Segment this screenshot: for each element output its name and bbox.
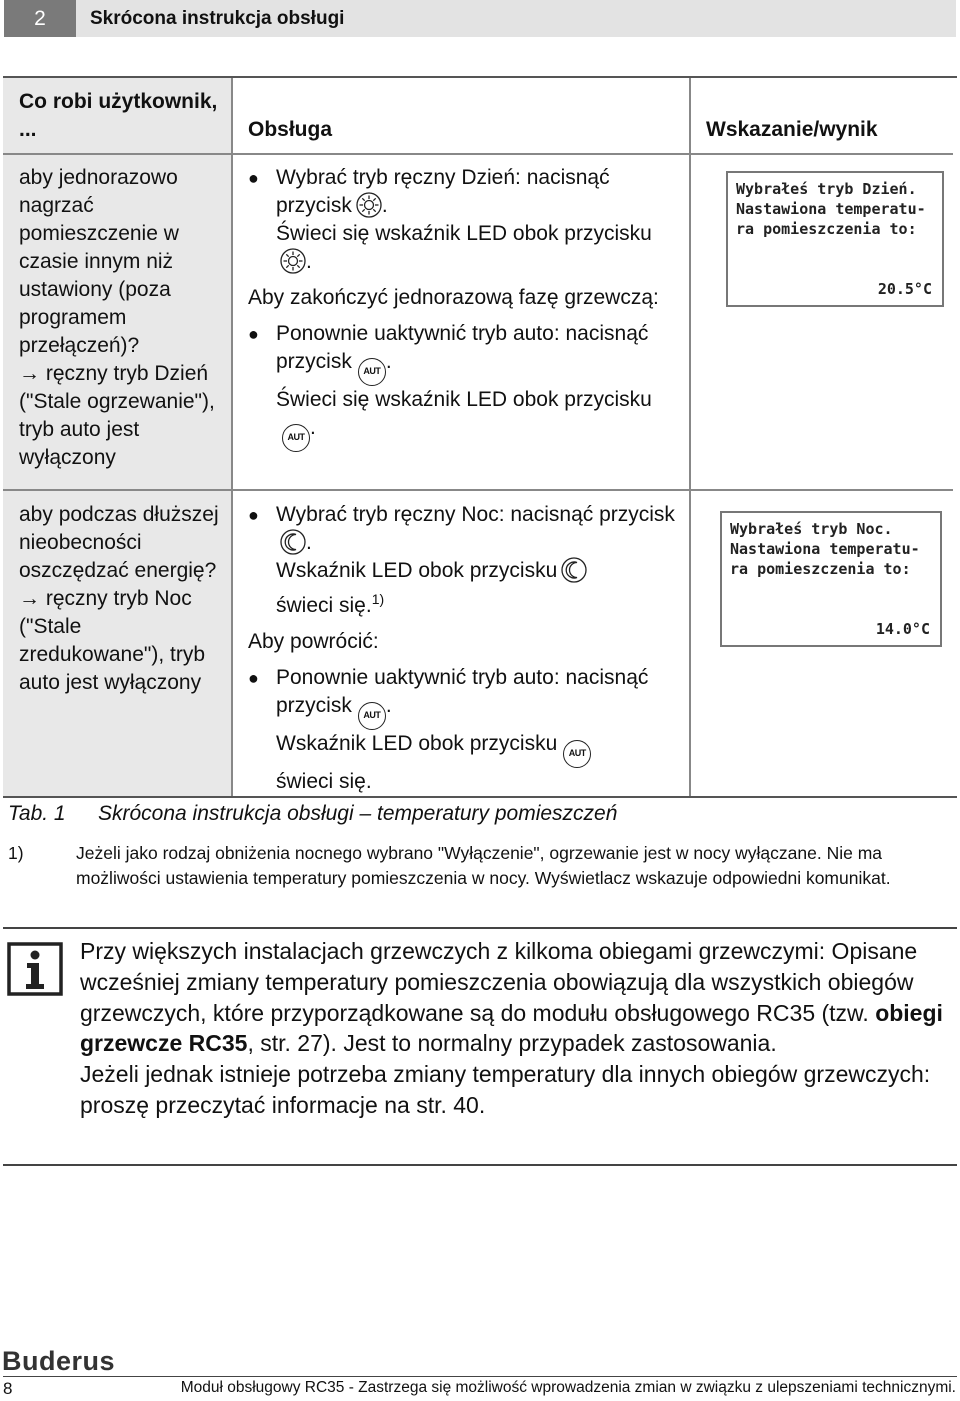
table-caption — [8, 802, 617, 826]
buderus-logo: Buderus — [2, 1346, 116, 1376]
list-item: ● Ponownie uaktywnić tryb auto: nacisnąć przycisk AUT . Wskaźnik LED obok przycisku AUT świeci się. — [248, 664, 678, 796]
row1-step1-led-text: Świeci się wskaźnik LED obok przycisku — [276, 222, 652, 245]
row2-step2-text: Ponownie uaktywnić tryb auto: nacisnąć przycisk — [276, 666, 649, 717]
footnote — [8, 841, 953, 891]
header-user-action: Co robi użytkownik, ... — [19, 90, 218, 141]
row2-mid-text: Aby powrócić: — [248, 630, 379, 653]
display-line: Nastawiona temperatu- — [736, 200, 926, 218]
page-number: 8 — [3, 1379, 13, 1398]
sun-icon — [280, 248, 306, 274]
moon-icon — [561, 557, 587, 583]
row1-mid-text: Aby zakończyć jednorazową fazę grzewczą: — [248, 286, 659, 309]
list-item: ● Wybrać tryb ręczny Dzień: nacisnąć przycisk . Świeci się wskaźnik LED obok przycisku. — [248, 164, 678, 276]
chapter-number: 2 — [4, 0, 76, 37]
aut-icon: AUT — [282, 424, 310, 452]
aut-icon: AUT — [563, 740, 591, 768]
footer-divider — [3, 1376, 957, 1377]
list-item: ● Wybrać tryb ręczny Noc: nacisnąć przycisk. Wskaźnik LED obok przycisku świeci się.$^{1)}$ — [248, 501, 678, 620]
row2-step2-led-end: świeci się. — [276, 770, 372, 793]
display-line: ra pomieszczenia to: — [736, 220, 917, 238]
row2-step1-led-text: Wskaźnik LED obok przycisku — [276, 559, 558, 582]
footnote-ref: 1) — [371, 591, 385, 607]
row2-user-action — [19, 501, 224, 697]
display-temperature: 20.5°C — [877, 280, 932, 298]
sun-icon — [356, 192, 382, 218]
row2-step1-text: Wybrać tryb ręczny Noc: nacisnąć przycisk — [276, 503, 675, 526]
row1-step1-text: Wybrać tryb ręczny Dzień: nacisnąć przycisk — [276, 166, 610, 217]
info-paragraph-2: Jeżeli jednak istnieje potrzeba zmiany temperatury dla innych obiegów grzewczych: proszę przeczytać informacje na str. 40. — [80, 1061, 931, 1118]
bullet-icon: ● — [248, 505, 259, 525]
row1-user-note: → ręczny tryb Dzień ("Stale ogrzewanie"), tryb auto jest wyłączony — [19, 362, 215, 469]
column-divider — [231, 78, 233, 796]
row1-operation — [248, 164, 678, 452]
row1-step2-led-text: Świeci się wskaźnik LED obok przycisku — [276, 388, 652, 411]
display-line: Wybrałeś tryb Noc. — [730, 520, 893, 538]
row-divider — [3, 153, 953, 155]
moon-icon — [280, 529, 306, 555]
list-item: ● Ponownie uaktywnić tryb auto: nacisnąć przycisk AUT . Świeci się wskaźnik LED obok przyciskuAUT . — [248, 320, 678, 452]
divider — [3, 1164, 957, 1166]
aut-icon: AUT — [358, 358, 386, 386]
instruction-table — [3, 76, 957, 798]
display-line: Nastawiona temperatu- — [730, 540, 920, 558]
display-night-mode — [720, 511, 942, 647]
info-paragraph-1: Przy większych instalacjach grzewczych z kilkoma obiegami grzewczymi: Opisane wcześniej zmiany temperatury pomieszczenia obowiązują dla wszystkich obiegów grzewczych, które przyporządkowane są do modułu obsługowego RC35 (tzw. — [80, 938, 918, 1026]
row-divider — [3, 489, 953, 491]
divider — [3, 927, 957, 929]
info-text — [80, 936, 950, 1121]
footnote-text: Jeżeli jako rodzaj obniżenia nocnego wybrano "Wyłączenie", ogrzewanie jest w nocy wyłączane. Nie ma możliwości ustawienia temperatury pomieszczenia w nocy. Wyświetlacz wskazuje odpowiedni komunikat. — [76, 843, 891, 888]
aut-icon: AUT — [358, 702, 386, 730]
display-line: ra pomieszczenia to: — [730, 560, 911, 578]
info-bold-ref: obiegi grzewcze RC35 — [80, 999, 943, 1057]
row1-user-action — [19, 164, 224, 472]
row2-step1-led-end: świeci się. — [276, 594, 372, 617]
chapter-title: Skrócona instrukcja obsługi — [90, 8, 345, 29]
display-line: Wybrałeś tryb Dzień. — [736, 180, 917, 198]
info-icon — [7, 942, 63, 996]
row2-user-question: aby podczas dłuższej nieobecności oszczędzać energię? — [19, 503, 219, 582]
bullet-icon: ● — [248, 668, 259, 688]
display-day-mode — [726, 171, 944, 307]
bullet-icon: ● — [248, 168, 259, 188]
footer-note: Moduł obsługowy RC35 - Zastrzega się możliwość wprowadzenia zmian w związku z ulepszeniami technicznymi. — [180, 1379, 956, 1396]
header-result: Wskazanie/wynik — [706, 118, 878, 141]
caption-label: Tab. 1 — [8, 802, 66, 825]
bullet-icon: ● — [248, 324, 259, 344]
row1-user-question: aby jednorazowo nagrzać pomieszczenie w czasie innym niż ustawiony (poza programem przełączeń)? — [19, 166, 179, 357]
row2-step2-led-text: Wskaźnik LED obok przycisku — [276, 732, 558, 755]
column-divider — [689, 78, 691, 796]
row2-operation — [248, 501, 678, 796]
header-operation: Obsługa — [248, 118, 333, 141]
footnote-mark: 1) — [8, 843, 24, 863]
page-header — [4, 0, 956, 37]
info-paragraph-1-end: , str. 27). Jest to normalny przypadek zastosowania. — [247, 1030, 777, 1057]
row2-user-note: → ręczny tryb Noc ("Stale zredukowane"), tryb auto jest wyłączony — [19, 587, 206, 694]
display-temperature: 14.0°C — [875, 620, 930, 638]
caption-text: Skrócona instrukcja obsługi – temperatury pomieszczeń — [98, 802, 618, 825]
row1-step2-text: Ponownie uaktywnić tryb auto: nacisnąć przycisk — [276, 322, 649, 373]
